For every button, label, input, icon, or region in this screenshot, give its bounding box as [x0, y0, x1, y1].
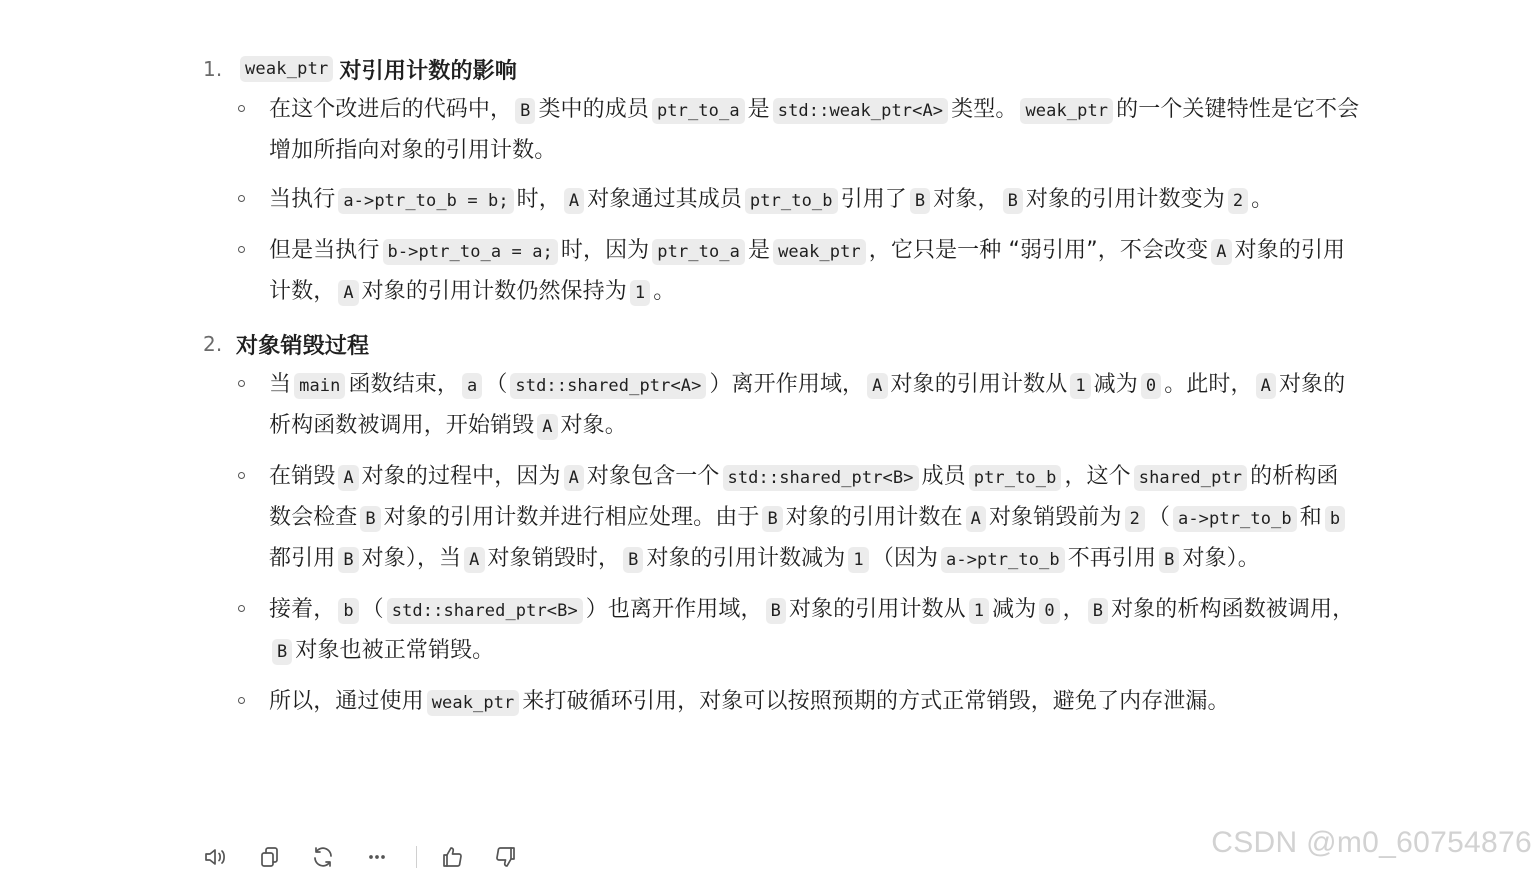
- inline-code: B: [338, 547, 358, 573]
- bullet-marker: [238, 195, 245, 202]
- inline-code: B: [762, 506, 782, 532]
- text-run: 对象的引用计数从: [788, 597, 966, 622]
- text-run: 对象销毁前为: [988, 505, 1122, 530]
- inline-code: std::shared_ptr<B>: [723, 465, 919, 491]
- inline-code: b->ptr_to_a = a;: [383, 239, 558, 265]
- inline-code: A: [537, 414, 557, 440]
- inline-code: weak_ptr: [773, 239, 866, 265]
- inline-code: B: [1159, 547, 1179, 573]
- inline-code: ptr_to_a: [652, 239, 745, 265]
- inline-code: ptr_to_a: [652, 98, 745, 124]
- inline-code: weak_ptr: [427, 690, 520, 716]
- thumbs-up-button[interactable]: [437, 842, 467, 872]
- text-run: ，这个: [1064, 464, 1131, 489]
- text-run: 当: [269, 372, 292, 397]
- inline-code: A: [564, 188, 584, 214]
- section-title: 对象销毁过程: [236, 333, 370, 359]
- csdn-watermark: CSDN @m0_60754876: [1211, 826, 1532, 859]
- text-run: 对象，: [933, 187, 1000, 212]
- text-run: 减为: [1093, 372, 1138, 397]
- inline-code: A: [966, 506, 986, 532]
- section-number: 1.: [203, 57, 223, 81]
- text-run: 对象）。: [1182, 546, 1260, 571]
- text-run: 对象也被正常销毁。: [295, 638, 495, 663]
- inline-code: B: [272, 639, 292, 665]
- inline-code: 2: [1125, 506, 1145, 532]
- text-run: 来打破循环引用，对象可以按照预期的方式正常销毁，避免了内存泄漏。: [522, 689, 1230, 714]
- list-item: [200, 231, 1360, 313]
- bullet-marker: [238, 246, 245, 253]
- bullet-marker: [238, 472, 245, 479]
- inline-code: A: [338, 465, 358, 491]
- text-run: （: [1147, 505, 1171, 530]
- inline-code: 0: [1039, 598, 1059, 624]
- inline-code: A: [867, 373, 887, 399]
- section-1: [200, 48, 1360, 313]
- text-run: 对象包含一个: [586, 464, 720, 489]
- text-run: （: [485, 372, 508, 397]
- more-icon: [365, 845, 389, 869]
- section-heading: [200, 48, 1360, 90]
- text-run: 对象的引用计数减为: [646, 546, 846, 571]
- inline-code: ptr_to_b: [745, 188, 838, 214]
- text-run: 类型。: [951, 97, 1018, 122]
- inline-code: A: [1256, 373, 1276, 399]
- list-item: [200, 90, 1360, 170]
- inline-code: B: [910, 188, 930, 214]
- text-run: 对象的引用计数，: [269, 238, 1346, 304]
- inline-code: 1: [630, 280, 650, 306]
- speaker-icon: [203, 845, 227, 869]
- text-run: 和: [1299, 505, 1322, 530]
- text-run: 对象。: [560, 413, 627, 438]
- inline-code: B: [515, 98, 535, 124]
- inline-code: A: [564, 465, 584, 491]
- regenerate-button[interactable]: [308, 842, 338, 872]
- inline-code: weak_ptr: [240, 56, 333, 82]
- text-run: 但是当执行: [269, 238, 380, 263]
- inline-code: 1: [969, 598, 989, 624]
- text-run: 对象通过其成员: [587, 187, 742, 212]
- text-run: 都引用: [269, 546, 336, 571]
- text-run: 对象的引用计数在: [785, 505, 963, 530]
- text-run: 对象的引用计数变为: [1025, 187, 1225, 212]
- inline-code: B: [623, 547, 643, 573]
- bullet-marker: [238, 697, 245, 704]
- text-run: 对象的过程中，因为: [361, 464, 561, 489]
- more-button[interactable]: [362, 842, 392, 872]
- bullet-list: [200, 90, 1360, 313]
- inline-code: b: [338, 598, 358, 624]
- text-run: 是: [747, 238, 771, 263]
- text-run: （: [361, 597, 384, 622]
- inline-code: B: [1088, 598, 1108, 624]
- inline-code: a->ptr_to_b: [1173, 506, 1297, 532]
- list-item: [200, 590, 1360, 672]
- inline-code: shared_ptr: [1134, 465, 1247, 491]
- bullet-marker: [238, 605, 245, 612]
- text-run: 。此时，: [1164, 372, 1253, 397]
- message-toolbar: [200, 840, 545, 874]
- answer-content: [200, 48, 1360, 733]
- text-run: 所以，通过使用: [269, 689, 424, 714]
- bullet-list: [200, 365, 1360, 723]
- bullet-marker: [238, 380, 245, 387]
- text-run: 对象的引用计数从: [890, 372, 1068, 397]
- inline-code: main: [294, 373, 345, 399]
- text-run: 对象），当: [361, 546, 462, 571]
- bullet-marker: [238, 105, 245, 112]
- text-run: ）离开作用域，: [709, 372, 865, 397]
- text-run: 当执行: [269, 187, 336, 212]
- text-run: 对象的析构函数被调用，开始销毁: [269, 372, 1346, 438]
- inline-code: 1: [848, 547, 868, 573]
- text-run: 对象的引用计数仍然保持为: [361, 279, 627, 304]
- text-run: ，它只是一种 “弱引用”，不会改变: [868, 238, 1209, 263]
- text-run: 的一个关键特性是它不会增加所指向对象的引用计数。: [269, 97, 1360, 163]
- text-run: 是: [747, 97, 770, 122]
- text-run: 成员: [921, 464, 966, 489]
- inline-code: A: [1211, 239, 1231, 265]
- section-number: 2.: [203, 332, 223, 356]
- inline-code: std::shared_ptr<B>: [387, 598, 583, 624]
- text-run: 对象的引用计数并进行相应处理。由于: [383, 505, 760, 530]
- section-2: [200, 323, 1360, 723]
- inline-code: 2: [1228, 188, 1248, 214]
- section-title: 对引用计数的影响: [339, 58, 518, 84]
- inline-code: std::weak_ptr<A>: [773, 98, 948, 124]
- inline-code: A: [464, 547, 484, 573]
- text-run: 对象销毁时，: [487, 546, 621, 571]
- inline-code: A: [338, 280, 358, 306]
- inline-code: 1: [1070, 373, 1090, 399]
- text-run: 引用了: [840, 187, 907, 212]
- list-item: [200, 180, 1360, 221]
- inline-code: b: [1325, 506, 1345, 532]
- list-item: [200, 682, 1360, 723]
- inline-code: 0: [1141, 373, 1161, 399]
- inline-code: B: [1003, 188, 1023, 214]
- text-run: 。: [1251, 187, 1274, 212]
- text-run: ）也离开作用域，: [585, 597, 763, 622]
- inline-code: B: [360, 506, 380, 532]
- thumbs-down-button[interactable]: [491, 842, 521, 872]
- regenerate-icon: [311, 845, 335, 869]
- text-run: 在销毁: [269, 464, 336, 489]
- text-run: 时，因为: [560, 238, 650, 263]
- text-run: 时，: [516, 187, 561, 212]
- copy-button[interactable]: [254, 842, 284, 872]
- section-heading: [200, 323, 1360, 365]
- text-run: （因为: [871, 546, 939, 571]
- text-run: 的析构函数会检查: [269, 464, 1339, 530]
- list-item: [200, 457, 1360, 580]
- inline-code: a: [462, 373, 482, 399]
- inline-code: B: [766, 598, 786, 624]
- read-aloud-button[interactable]: [200, 842, 230, 872]
- inline-code: weak_ptr: [1020, 98, 1113, 124]
- thumbs-up-icon: [440, 845, 464, 869]
- thumbs-down-icon: [494, 845, 518, 869]
- text-run: 函数结束，: [348, 372, 459, 397]
- list-item: [200, 365, 1360, 447]
- text-run: 减为: [992, 597, 1037, 622]
- toolbar-divider: [416, 846, 417, 868]
- text-run: 对象的析构函数被调用，: [1111, 597, 1355, 622]
- text-run: 类中的成员: [538, 97, 649, 122]
- copy-icon: [257, 845, 281, 869]
- text-run: 。: [653, 279, 676, 304]
- inline-code: a->ptr_to_b: [941, 547, 1065, 573]
- text-run: ，: [1062, 597, 1085, 622]
- text-run: 接着，: [269, 597, 336, 622]
- text-run: 不再引用: [1067, 546, 1157, 571]
- inline-code: std::shared_ptr<A>: [510, 373, 706, 399]
- inline-code: ptr_to_b: [969, 465, 1062, 491]
- inline-code: a->ptr_to_b = b;: [338, 188, 513, 214]
- text-run: 在这个改进后的代码中，: [269, 97, 513, 122]
